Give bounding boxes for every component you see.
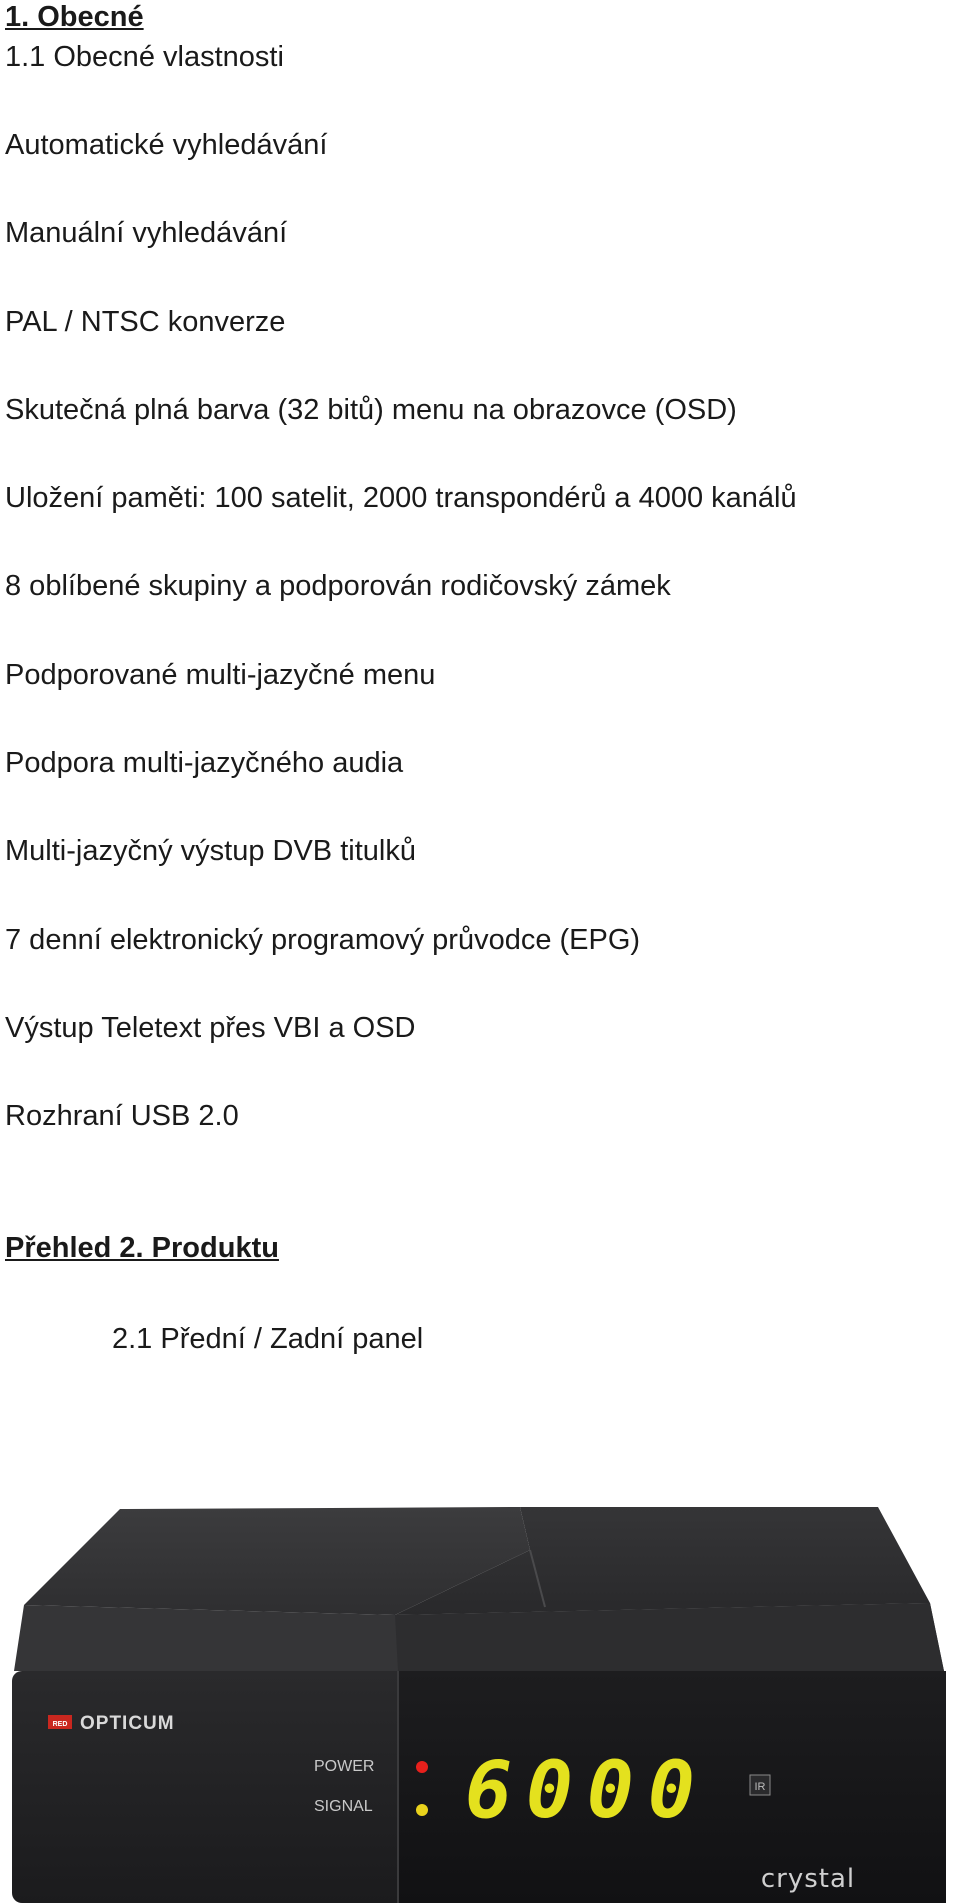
feature-item: Manuální vyhledávání: [5, 217, 288, 250]
power-label: POWER: [314, 1758, 375, 1775]
feature-item: Uložení paměti: 100 satelit, 2000 transpondérů a 4000 kanálů: [5, 482, 797, 515]
model-logo: crystal: [760, 1864, 856, 1894]
brand-badge-text: RED: [52, 1721, 68, 1728]
feature-item: Výstup Teletext přes VBI a OSD: [5, 1011, 416, 1044]
feature-item: 8 oblíbené skupiny a podporován rodičovský zámek: [5, 570, 671, 603]
ir-label: IR: [754, 1781, 766, 1793]
led-display-digits: 6000: [465, 1746, 709, 1836]
feature-item: Podporované multi-jazyčné menu: [5, 658, 436, 691]
feature-item: Podpora multi-jazyčného audia: [5, 747, 404, 780]
feature-item: Rozhraní USB 2.0: [5, 1100, 239, 1133]
feature-item: Skutečná plná barva (32 bitů) menu na obrazovce (OSD): [5, 393, 737, 426]
section-2-1-subheading: 2.1 Přední / Zadní panel: [112, 1323, 424, 1355]
section-1-heading: 1. Obecné: [5, 1, 144, 33]
feature-item: 7 denní elektronický programový průvodce (EPG): [5, 923, 641, 956]
section-1-1-subheading: 1.1 Obecné vlastnosti: [5, 41, 284, 73]
power-led: [416, 1761, 428, 1773]
feature-item: PAL / NTSC konverze: [5, 305, 286, 338]
top-panel-front-strip-right: [395, 1603, 944, 1671]
set-top-box-photo: [0, 1495, 960, 1903]
feature-item: Automatické vyhledávání: [5, 129, 328, 161]
feature-item: Multi-jazyčný výstup DVB titulků: [5, 835, 416, 868]
feature-list: [5, 128, 797, 1188]
signal-led: [416, 1804, 428, 1816]
brand-logo: OPTICUM: [80, 1713, 175, 1734]
section-2-heading: Přehled 2. Produktu: [5, 1232, 279, 1264]
signal-label: SIGNAL: [314, 1798, 373, 1815]
